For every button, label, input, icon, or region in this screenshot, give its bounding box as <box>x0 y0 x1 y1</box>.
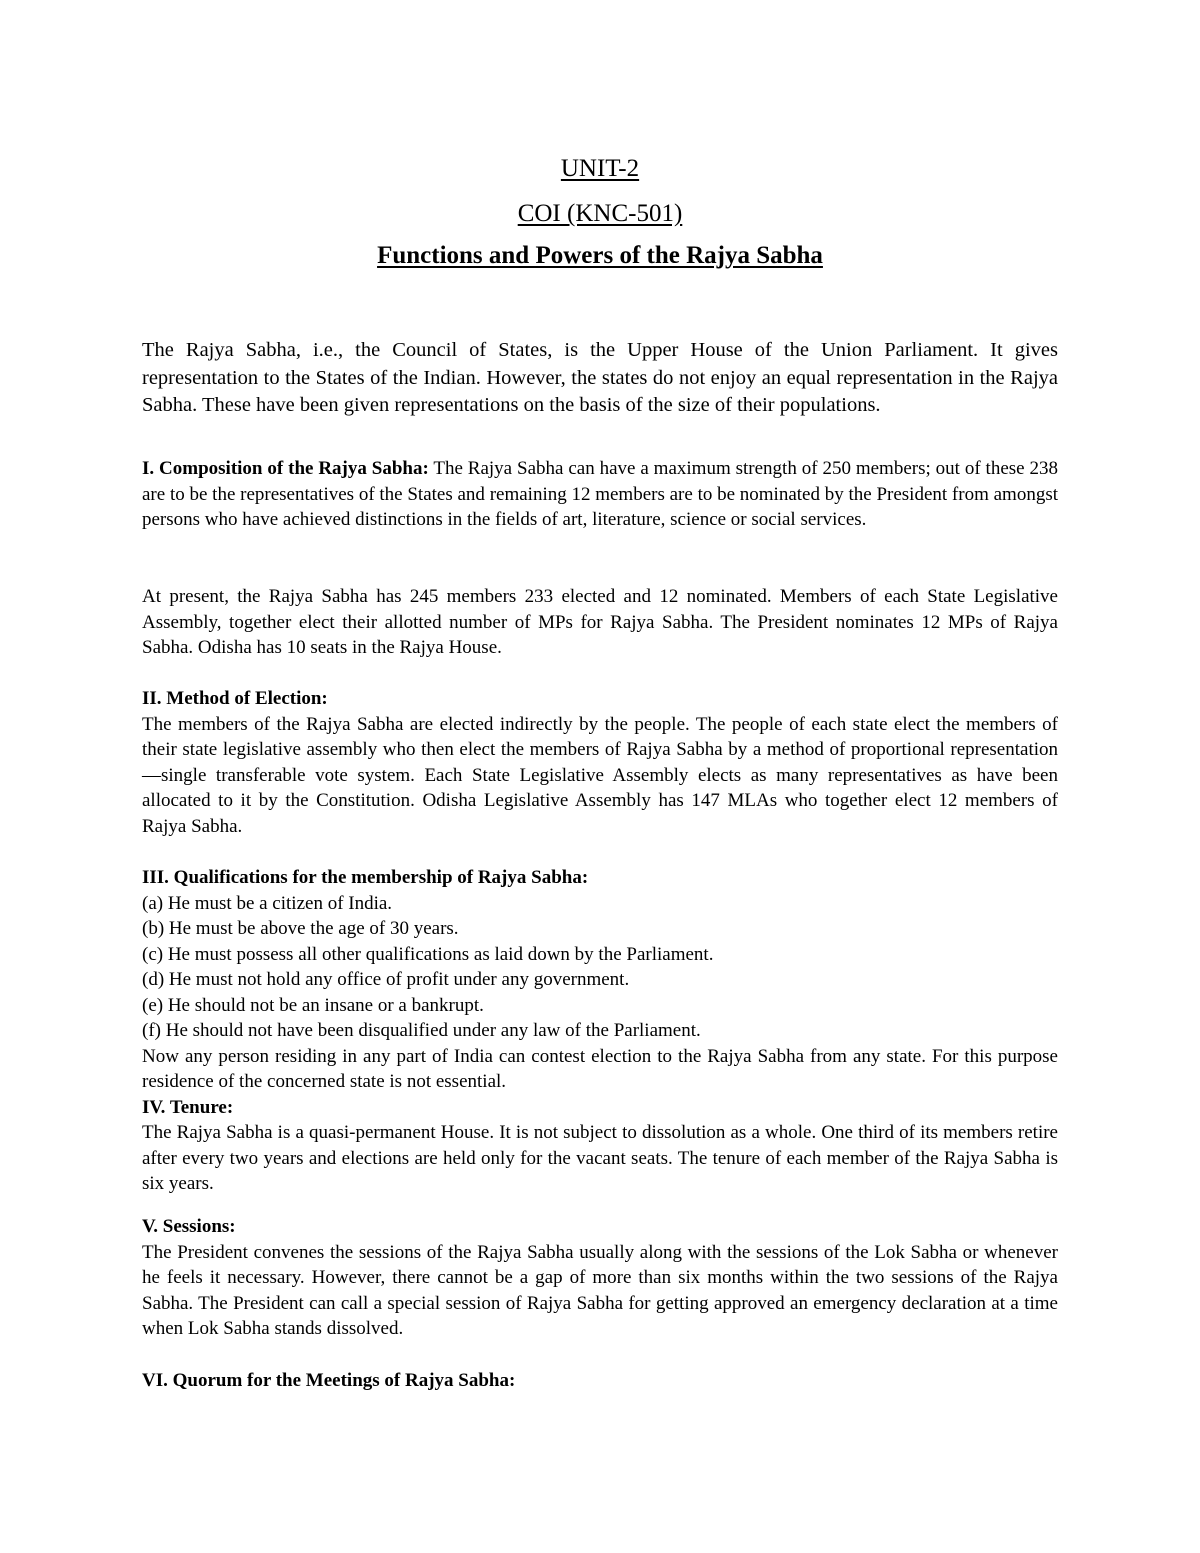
section-quorum <box>142 1368 1058 1394</box>
present-strength-section <box>142 584 1058 661</box>
quorum-heading: VI. Quorum for the Meetings of Rajya Sabha: <box>142 1370 516 1391</box>
unit-heading-text: UNIT-2 <box>560 155 640 182</box>
qualification-item: (c) He must possess all other qualifications as laid down by the Parliament. <box>142 943 714 965</box>
composition-heading: I. Composition of the Rajya Sabha: <box>142 458 429 479</box>
intro-paragraph: The Rajya Sabha, i.e., the Council of States, is the Upper House of the Union Parliament. It gives representation to the States of the Indian. However, the states do not enjoy an equal representation in the Rajya Sabha. These have been given representations on the basis of the size of their populations. <box>142 339 1058 416</box>
present-strength-paragraph: At present, the Rajya Sabha has 245 members 233 elected and 12 nominated. Members of each State Legislative Assembly, together elect their allotted number of MPs for Rajya Sabha. The President nominates 12 MPs of Rajya Sabha. Odisha has 10 seats in the Rajya House. <box>142 586 1058 658</box>
section-composition <box>142 456 1058 533</box>
document-title <box>0 242 1200 270</box>
sessions-heading: V. Sessions: <box>142 1216 236 1237</box>
section-qualifications-and-tenure <box>142 865 1058 1197</box>
qualification-item: (f) He should not have been disqualified under any law of the Parliament. <box>142 1020 701 1041</box>
qualification-item: (b) He must be above the age of 30 years. <box>142 918 459 939</box>
composition-paragraph <box>142 456 1058 533</box>
qualification-item: (e) He should not be an insane or a bankrupt. <box>142 994 484 1016</box>
section-election <box>142 686 1058 839</box>
election-paragraph: The members of the Rajya Sabha are elected indirectly by the people. The people of each state elect the members of their state legislative assembly who then elect the members of Rajya Sabha by a method of proportional representation—single transferable vote system. Each State Legislative Assembly elects as many representatives as have been allocated to it by the Constitution. Odisha Legislative Assembly has 147 MLAs who together elect 12 members of Rajya Sabha. <box>142 713 1058 837</box>
qualifications-heading: III. Qualifications for the membership of Rajya Sabha: <box>142 867 589 888</box>
election-heading: II. Method of Election: <box>142 688 328 709</box>
unit-heading <box>0 155 1200 183</box>
course-code-heading <box>0 200 1200 228</box>
sessions-paragraph: The President convenes the sessions of the Rajya Sabha usually along with the sessions of the Lok Sabha or whenever he feels it necessary. However, there cannot be a gap of more than six months within the two sessions of the Rajya Sabha. The President can call a special session of Rajya Sabha for getting approved an emergency declaration at a time when Lok Sabha stands dissolved. <box>142 1241 1058 1339</box>
section-sessions <box>142 1214 1058 1342</box>
qualification-item: (a) He must be a citizen of India. <box>142 892 393 914</box>
tenure-heading: IV. Tenure: <box>142 1096 234 1118</box>
course-code-text: COI (KNC-501) <box>517 200 683 227</box>
qualifications-note: Now any person residing in any part of India can contest election to the Rajya Sabha from any state. For this purpose residence of the concerned state is not essential. <box>142 1045 1058 1092</box>
document-title-text: Functions and Powers of the Rajya Sabha <box>377 242 823 269</box>
qualification-item: (d) He must not hold any office of profit under any government. <box>142 969 630 990</box>
tenure-paragraph: The Rajya Sabha is a quasi-permanent House. It is not subject to dissolution as a whole. One third of its members retire after every two years and elections are held only for the vacant seats. The tenure of each member of the Rajya Sabha is six years. <box>142 1122 1058 1194</box>
composition-text: The Rajya Sabha can have a maximum strength of 250 members; out of these 238 are to be the representatives of the States and remaining 12 members are to be nominated by the President from amongst persons who have achieved distinctions in the fields of art, literature, science or social services. <box>142 458 1058 530</box>
